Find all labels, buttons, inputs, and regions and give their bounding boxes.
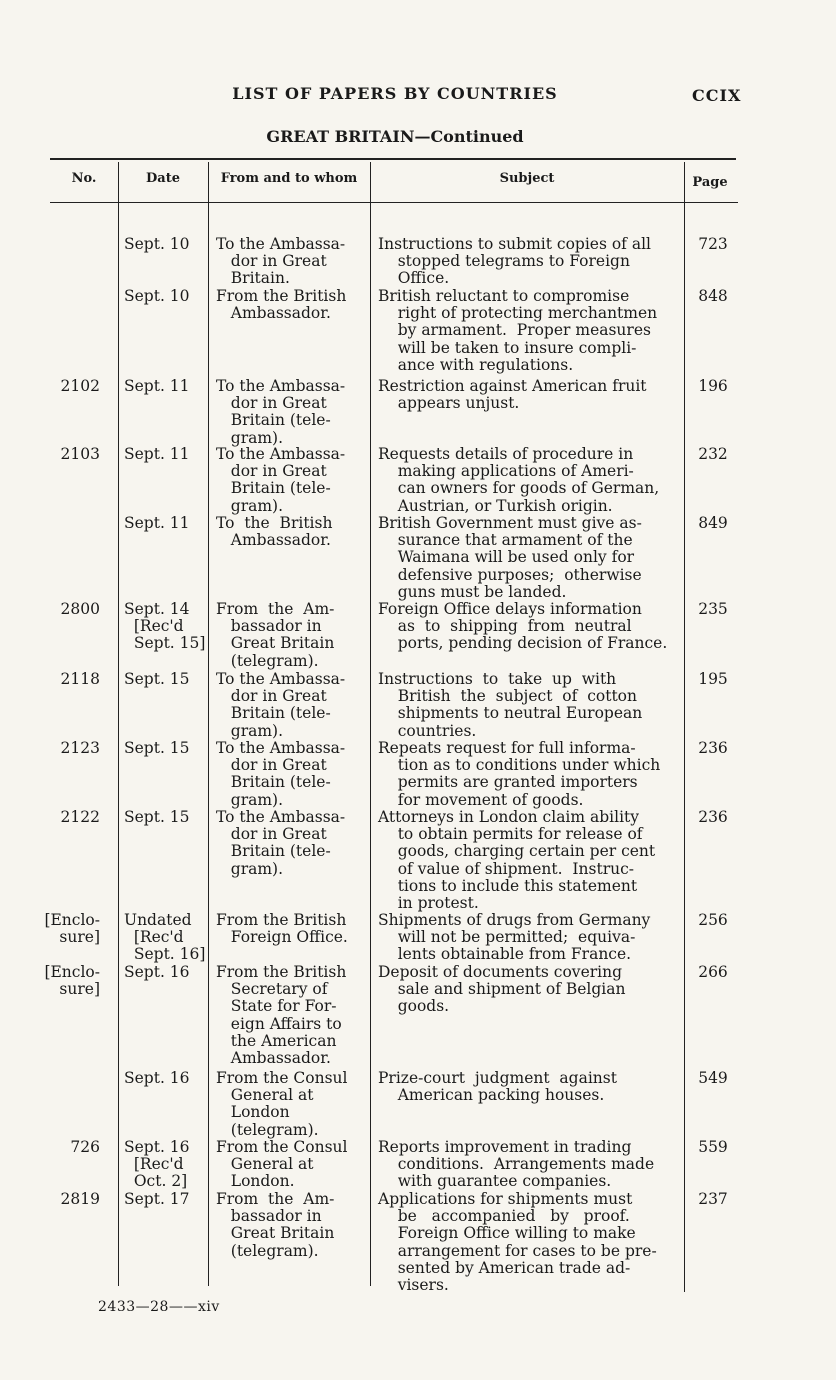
row-date: Sept. 17 [124, 1190, 190, 1208]
row-subject: Foreign Office delays information as to shipping from neutral ports, pending decision of France. [378, 600, 668, 653]
column-divider [684, 162, 685, 1292]
row-date: Sept. 10 [124, 235, 190, 253]
column-header-no: No. [71, 171, 97, 186]
row-date: Undated [Rec'd Sept. 16] [124, 911, 206, 964]
row-subject: Repeats request for full informa- tion as to conditions under which permits are granted importers for movement of goods. [378, 739, 661, 809]
row-page: 196 [698, 377, 728, 395]
row-date: Sept. 16 [124, 1069, 190, 1087]
row-subject: British reluctant to compromise right of protecting merchantmen by armament. Proper measures will be taken to insure compli- ance with regulations. [378, 287, 658, 374]
column-header-subject: Subject [499, 171, 555, 186]
row-from: To the Ambassa- dor in Great Britain (tele- gram). [216, 808, 346, 878]
row-page: 559 [698, 1138, 728, 1156]
row-page: 266 [698, 963, 728, 981]
row-no: 2122 [60, 808, 100, 826]
row-subject: Requests details of procedure in making applications of Ameri- can owners for goods of German, Austrian, or Turkish origin. [378, 445, 660, 515]
row-page: 236 [698, 808, 728, 826]
row-page: 236 [698, 739, 728, 757]
header-bottom-rule [50, 202, 738, 203]
row-page: 849 [698, 514, 728, 532]
row-date: Sept. 16 [Rec'd Oct. 2] [124, 1138, 190, 1191]
page-title: LIST OF PAPERS BY COUNTRIES [232, 84, 558, 103]
row-from: From the British Ambassador. [216, 287, 347, 323]
column-divider [118, 162, 119, 1286]
row-date: Sept. 15 [124, 670, 190, 688]
row-date: Sept. 11 [124, 514, 190, 532]
row-from: To the British Ambassador. [216, 514, 333, 550]
row-no: 2102 [60, 377, 100, 395]
row-no: 2103 [60, 445, 100, 463]
row-page: 848 [698, 287, 728, 305]
row-subject: Restriction against American fruit appears unjust. [378, 377, 647, 413]
row-subject: Shipments of drugs from Germany will not be permitted; equiva- lents obtainable from France. [378, 911, 651, 964]
row-from: From the Am- bassador in Great Britain (telegram). [216, 600, 335, 670]
row-no: 2123 [60, 739, 100, 757]
row-date: Sept. 16 [124, 963, 190, 981]
row-page: 235 [698, 600, 728, 618]
row-subject: Reports improvement in trading conditions. Arrangements made with guarantee companies. [378, 1138, 655, 1191]
row-date: Sept. 15 [124, 739, 190, 757]
row-from: To the Ambassa- dor in Great Britain (tele- gram). [216, 670, 346, 740]
column-divider [370, 162, 371, 1286]
row-date: Sept. 15 [124, 808, 190, 826]
row-subject: Applications for shipments must be accompanied by proof. Foreign Office willing to make arrangement for cases to be pre- sented by American trade ad- visers. [378, 1190, 657, 1295]
row-page: 237 [698, 1190, 728, 1208]
row-no: 2800 [60, 600, 100, 618]
row-page: 195 [698, 670, 728, 688]
column-header-from: From and to whom [220, 171, 358, 186]
row-date: Sept. 11 [124, 377, 190, 395]
row-from: To the Ambassa- dor in Great Britain (tele- gram). [216, 739, 346, 809]
row-subject: Instructions to take up with British the subject of cotton shipments to neutral European countries. [378, 670, 643, 740]
row-page: 256 [698, 911, 728, 929]
row-subject: Prize-court judgment against American packing houses. [378, 1069, 617, 1105]
row-no: [Enclo- sure] [44, 911, 100, 947]
page-number-roman: CCIX [692, 86, 742, 105]
row-from: From the British Secretary of State for For- eign Affairs to the American Ambassador. [216, 963, 347, 1068]
row-from: To the Ambassa- dor in Great Britain (tele- gram). [216, 445, 346, 515]
row-from: From the Consul General at London (telegram). [216, 1069, 348, 1139]
row-date: Sept. 10 [124, 287, 190, 305]
row-no: 2118 [60, 670, 100, 688]
row-date: Sept. 11 [124, 445, 190, 463]
row-from: To the Ambassa- dor in Great Britain (tele- gram). [216, 377, 346, 447]
row-from: From the British Foreign Office. [216, 911, 348, 947]
row-no: [Enclo- sure] [44, 963, 100, 999]
row-from: From the Am- bassador in Great Britain (telegram). [216, 1190, 335, 1260]
row-subject: Attorneys in London claim ability to obtain permits for release of goods, charging certain per cent of value of shipment. Instruc- tions to include this statement in protest. [378, 808, 656, 913]
row-from: From the Consul General at London. [216, 1138, 348, 1191]
row-no: 726 [70, 1138, 100, 1156]
row-subject: Instructions to submit copies of all stopped telegrams to Foreign Office. [378, 235, 651, 288]
row-page: 549 [698, 1069, 728, 1087]
row-from: To the Ambassa- dor in Great Britain. [216, 235, 346, 288]
row-page: 232 [698, 445, 728, 463]
row-no: 2819 [60, 1190, 100, 1208]
column-divider [208, 162, 209, 1286]
section-subtitle: GREAT BRITAIN—Continued [266, 127, 524, 146]
row-page: 723 [698, 235, 728, 253]
table-top-rule [50, 158, 736, 160]
print-footer: 2433—28——xiv [98, 1299, 220, 1315]
row-subject: Deposit of documents covering sale and shipment of Belgian goods. [378, 963, 626, 1016]
column-header-date: Date [146, 171, 180, 186]
column-header-page: Page [692, 175, 728, 190]
row-date: Sept. 14 [Rec'd Sept. 15] [124, 600, 206, 653]
row-subject: British Government must give as- surance that armament of the Waimana will be used only for defensive purposes; otherwise guns must be landed. [378, 514, 642, 601]
